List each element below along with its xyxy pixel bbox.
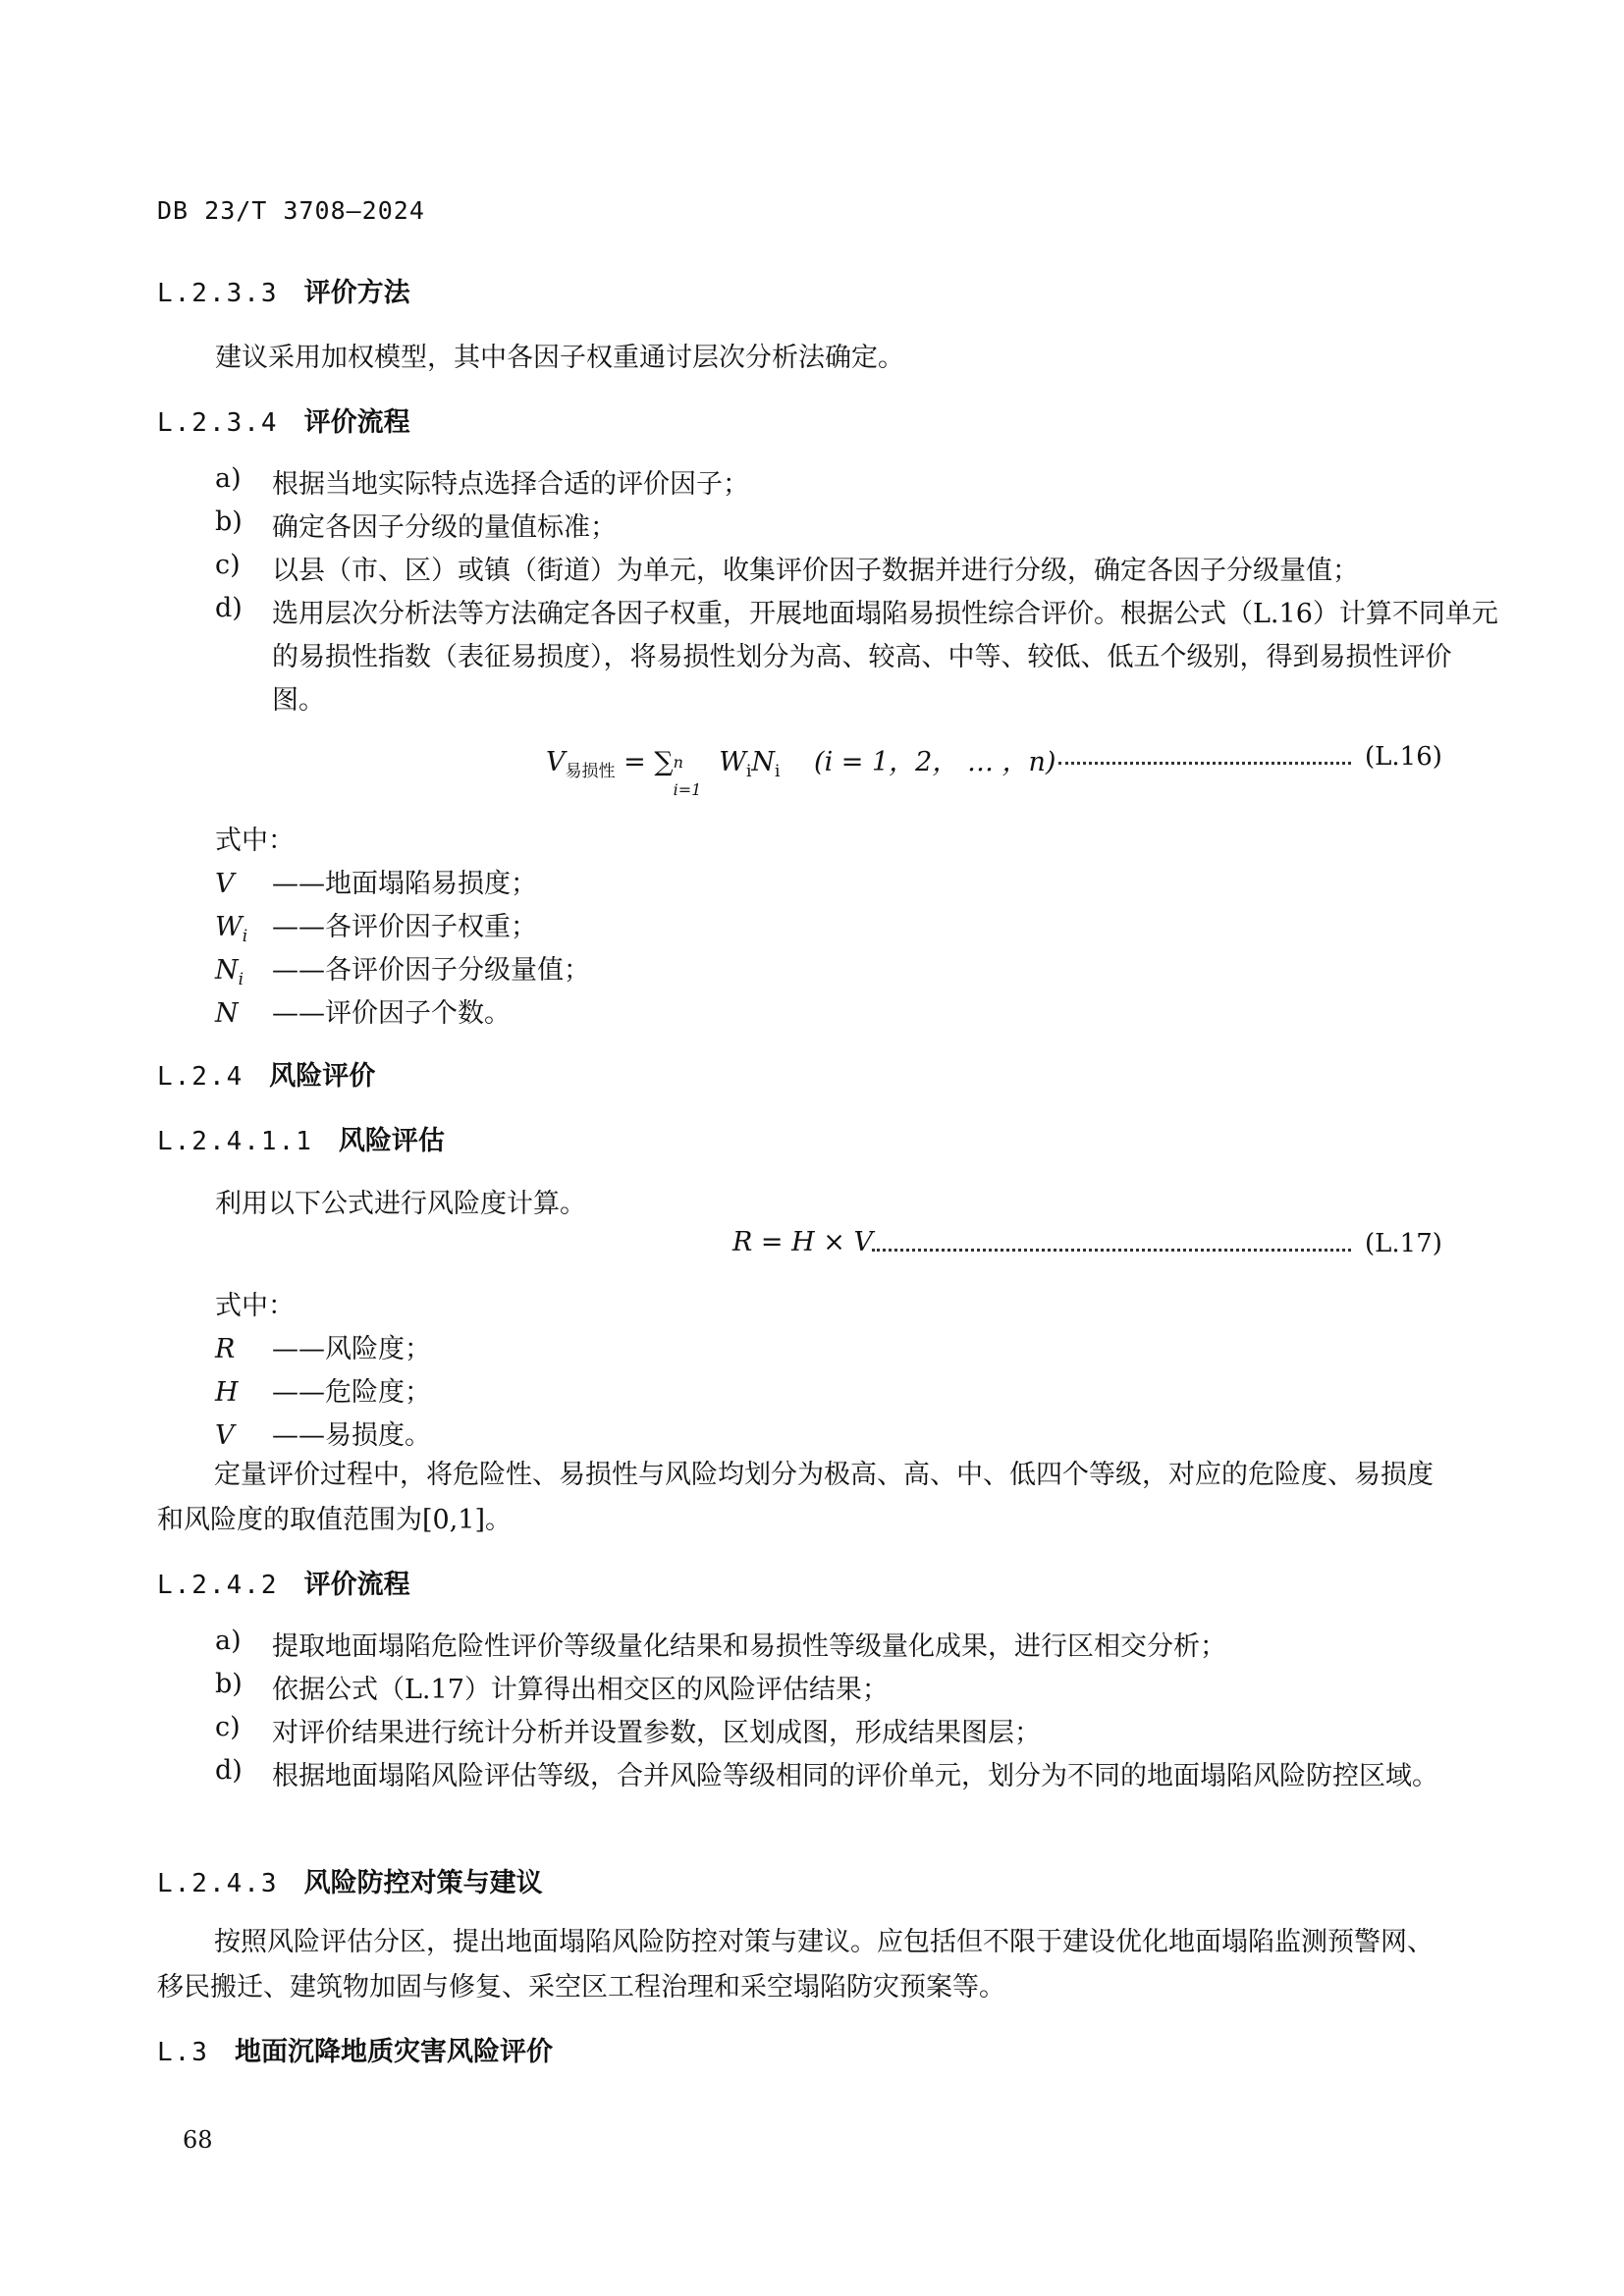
section-title: 评价方法: [303, 278, 410, 308]
sum-upper: n: [673, 753, 683, 772]
list-item: [215, 463, 1450, 507]
list-item: [215, 1626, 1450, 1669]
list-label: c): [215, 550, 241, 580]
section-title: 地面沉降地质灾害风险评价: [234, 2037, 553, 2067]
list-label: d): [215, 593, 243, 623]
def-desc: ——评价因子个数。: [272, 998, 511, 1029]
heading-l242: [157, 1563, 410, 1601]
def-desc: ——风险度；: [272, 1334, 431, 1364]
def-symbol-wrap: [215, 955, 272, 989]
section-number: L.2.4.2: [157, 1571, 279, 1600]
def-desc: ——易损度。: [272, 1420, 431, 1451]
list-label: a): [215, 1626, 242, 1656]
definition-row: [215, 948, 590, 989]
list-item: [215, 550, 1450, 593]
section-number: L.2.4: [157, 1062, 244, 1092]
page-number: 68: [183, 2126, 213, 2154]
equation-number: (L.16): [1365, 742, 1442, 772]
def-symbol: R: [215, 1334, 236, 1364]
list-text: 以县（市、区）或镇（街道）为单元，收集评价因子数据并进行分级，确定各因子分级量值；: [272, 556, 1359, 586]
sum-lower: i=1: [673, 780, 702, 799]
section-title: 风险评估: [338, 1126, 445, 1156]
def-symbol-sub: i: [242, 927, 248, 946]
list-item: [215, 593, 1499, 722]
section-number: L.2.4.1.1: [157, 1127, 313, 1156]
definition-row: [215, 991, 511, 1030]
list-text: 对评价结果进行统计分析并设置参数，区划成图，形成结果图层；: [272, 1718, 1041, 1748]
def-symbol: H: [215, 1377, 239, 1408]
def-desc: ——各评价因子分级量值；: [272, 955, 590, 986]
list-label: d): [215, 1755, 243, 1786]
list-text: 依据公式（L.17）计算得出相交区的风险评估结果；: [272, 1675, 889, 1705]
definition-row: [215, 905, 537, 946]
section-number: L.2.3.3: [157, 279, 279, 308]
section-title: 评价流程: [303, 407, 410, 438]
list-text: 根据地面塌陷风险评估等级，合并风险等级相同的评价单元，划分为不同的地面塌陷风险防控区域。: [272, 1761, 1438, 1791]
list-text: 提取地面塌陷危险性评价等级量化结果和易损性等级量化成果，进行区相交分析；: [272, 1631, 1226, 1662]
standard-code: DB 23/T 3708—2024: [157, 196, 425, 225]
list-item: [215, 1712, 1450, 1755]
paragraph: 按照风险评估分区，提出地面塌陷风险防控对策与建议。应包括但不限于建设优化地面塌陷监测预警网、移民搬迁、建筑物加固与修复、采空区工程治理和采空塌陷防灾预案等。: [157, 1927, 1434, 2002]
heading-l3: [157, 2030, 553, 2068]
list-text: 选用层次分析法等方法确定各因子权重，开展地面塌陷易损性综合评价。根据公式（L.16）计算不同单元的易损性指数（表征易损度），将易损性划分为高、较高、中等、较低、低五个级别，得到易损性评价图。: [272, 599, 1498, 716]
def-symbol-wrap: [215, 912, 272, 946]
formula-equals: =: [623, 747, 646, 777]
formula-n: N: [751, 747, 776, 777]
def-desc: ——地面塌陷易损度；: [272, 869, 537, 899]
list-label: b): [215, 507, 243, 537]
leader-dots: [872, 1249, 1351, 1252]
formula-lhs: V: [546, 747, 566, 777]
section-title: 评价流程: [303, 1570, 410, 1600]
heading-l234: [157, 400, 410, 439]
formula-l16: [546, 740, 1056, 799]
def-desc: ——危险度；: [272, 1377, 431, 1408]
heading-l2411: [157, 1119, 445, 1157]
def-symbol-sub: i: [238, 970, 244, 989]
formula-lhs-sub: 易损性: [565, 762, 616, 781]
def-symbol: W: [215, 912, 243, 942]
heading-l24: [157, 1054, 375, 1093]
section-number: L.3: [157, 2038, 209, 2067]
def-symbol: V: [215, 869, 235, 899]
formula-w: W: [719, 747, 746, 777]
section-title: 风险评价: [269, 1061, 376, 1092]
definition-row: [215, 862, 537, 900]
list-label: a): [215, 463, 242, 494]
heading-l233: [157, 271, 410, 309]
list-label: c): [215, 1712, 241, 1742]
paragraph: 利用以下公式进行风险度计算。: [215, 1189, 586, 1219]
list-text: 根据当地实际特点选择合适的评价因子；: [272, 469, 749, 500]
def-symbol: N: [215, 955, 239, 986]
definition-row: [215, 1414, 431, 1452]
definition-row: [215, 1370, 431, 1409]
paragraph: 定量评价过程中，将危险性、易损性与风险均划分为极高、高、中、低四个等级，对应的危险度、易损度和风险度的取值范围为[0,1]。: [157, 1460, 1434, 1535]
equation-number: (L.17): [1365, 1229, 1442, 1258]
section-number: L.2.4.3: [157, 1869, 279, 1898]
sum-symbol: ∑: [654, 747, 674, 777]
where-label: 式中：: [215, 1291, 295, 1321]
formula-l17: R = H × V: [732, 1227, 873, 1257]
def-symbol: N: [215, 998, 239, 1029]
section-title: 风险防控对策与建议: [303, 1868, 543, 1898]
formula-n-index: i: [775, 762, 781, 781]
formula-range: (i = 1，2， … ，n): [814, 747, 1056, 777]
formula-w-index: i: [745, 762, 752, 781]
list-item: [215, 507, 1450, 550]
paragraph: 建议采用加权模型，其中各因子权重通讨层次分析法确定。: [215, 343, 904, 373]
def-symbol: V: [215, 1420, 235, 1451]
list-label: b): [215, 1669, 243, 1699]
leader-dots: [1058, 762, 1351, 765]
list-text: 确定各因子分级的量值标准；: [272, 512, 617, 543]
def-desc: ——各评价因子权重；: [272, 912, 537, 942]
list-item: [215, 1669, 1450, 1712]
section-number: L.2.3.4: [157, 408, 279, 438]
heading-l243: [157, 1861, 543, 1899]
definition-row: [215, 1327, 431, 1365]
where-label: 式中：: [215, 826, 295, 856]
list-item: [215, 1755, 1450, 1798]
